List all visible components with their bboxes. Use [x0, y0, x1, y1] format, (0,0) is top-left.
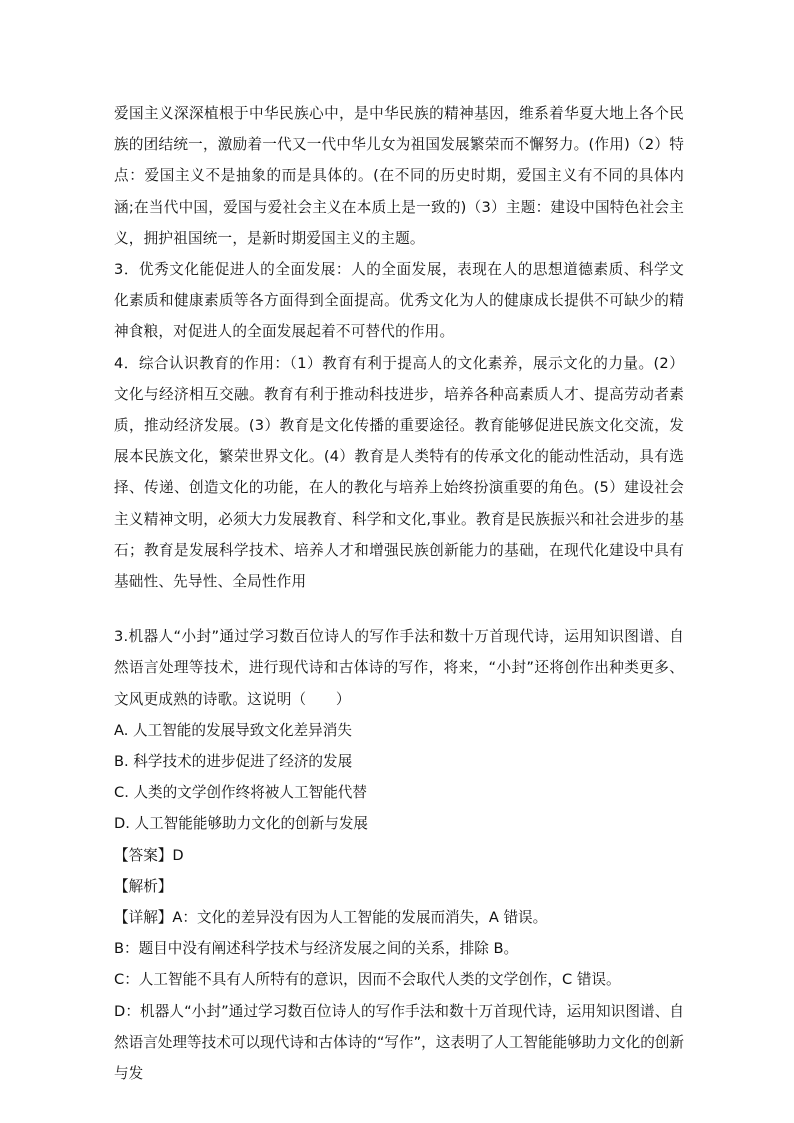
detail-d: D：机器人“小封”通过学习数百位诗人的写作手法和数十万首现代诗，运用知识图谱、自然语言处理等技术可以现代诗和古体诗的“写作”，这表明了人工智能能够助力文化的创新与发	[114, 1002, 684, 1083]
paragraph-point-3: 3．优秀文化能促进人的全面发展：人的全面发展，表现在人的思想道德素质、科学文化素质和健康素质等各方面得到全面提高。优秀文化为人的健康成长提供不可缺少的精神食粮，对促进人的全面发展起着不可替代的作用。	[114, 261, 684, 341]
question-stem: 3.机器人“小封”通过学习数百位诗人的写作手法和数十万首现代诗，运用知识图谱、自然语言处理等技术，进行现代诗和古体诗的写作，将来，“小封”还将创作出种类更多、文风更成熟的诗歌。这说明（ ）	[114, 628, 684, 708]
paragraph-point-4: 4．综合认识教育的作用：（1）教育有利于提高人的文化素养，展示文化的力量。(2）文化与经济相互交融。教育有利于推动科技进步，培养各种高素质人才、提高劳动者素质，推动经济发展。(3）教育是文化传播的重要途径。教育能够促进民族文化交流，发展本民族文化，繁荣世界文化。(4）教育是人类特有的传承文化的能动性活动，具有选择、传递、创造文化的功能，在人的教化与培养上始终扮演重要的角色。(5）建设社会主义精神文明，必须大力发展教育、科学和文化,事业。教育是民族振兴和社会进步的基石；教育是发展科学技术、培养人才和增强民族创新能力的基础，在现代化建设中具有基础性、先导性、全局性作用	[114, 354, 684, 591]
detail-a: 【详解】A：文化的差异没有因为人工智能的发展而消失，A 错误。	[114, 909, 548, 927]
answer-label: 【答案】D	[114, 846, 184, 864]
section-gap	[114, 597, 684, 621]
detail-c: C：人工智能不具有人所特有的意识，因而不会取代人类的文学创作，C 错误。	[114, 971, 621, 989]
option-a: A. 人工智能的发展导致文化差异消失	[114, 721, 352, 739]
analysis-label: 【解析】	[114, 877, 173, 895]
paragraph-patriotism: 爱国主义深深植根于中华民族心中，是中华民族的精神基因，维系着华夏大地上各个民族的团结统一，激励着一代又一代中华儿女为祖国发展繁荣而不懈努力。(作用)（2）特点：爱国主义不是抽象的而是具体的。(在不同的历史时期，爱国主义有不同的具体内涵;在当代中国，爱国与爱社会主义在本质上是一致的)（3）主题：建设中国特色社会主义，拥护祖国统一，是新时期爱国主义的主题。	[114, 105, 684, 247]
detail-b: B：题目中没有阐述科学技术与经济发展之间的关系，排除 B。	[114, 940, 519, 958]
document-page	[114, 98, 684, 1089]
option-d: D. 人工智能能够助力文化的创新与发展	[114, 815, 369, 833]
option-c: C. 人类的文学创作终将被人工智能代替	[114, 784, 367, 802]
option-b: B. 科学技术的进步促进了经济的发展	[114, 753, 353, 771]
